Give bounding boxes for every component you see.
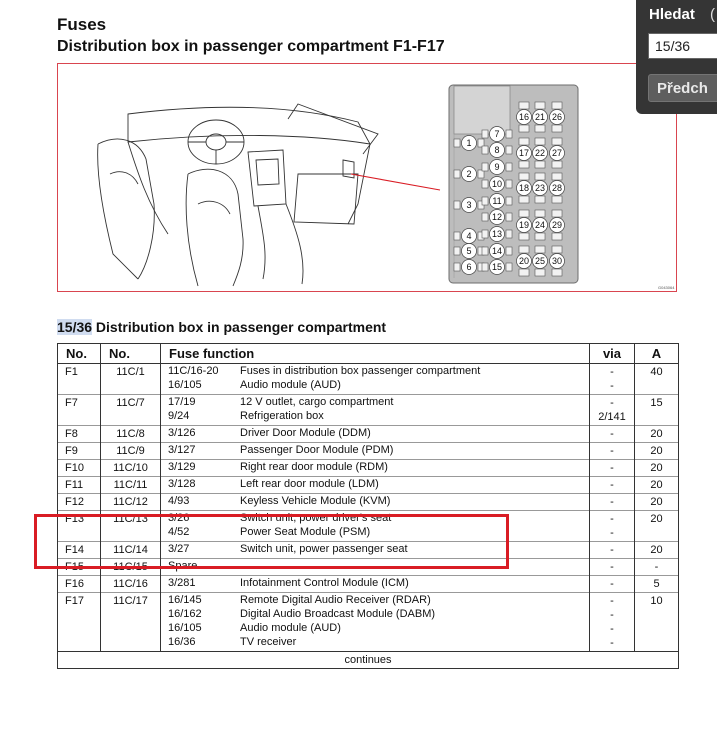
via-value: -	[610, 544, 614, 556]
fuse-slot-25	[533, 246, 548, 276]
function-line	[161, 395, 589, 409]
function-line	[161, 542, 589, 556]
table-row	[58, 559, 679, 576]
fuse-slot-26	[550, 102, 565, 132]
component-description: Fuses in distribution box passenger compartment	[240, 365, 481, 377]
fuse-number: 27	[551, 148, 563, 159]
fuse-slot-28	[550, 173, 565, 203]
component-code: 3/281	[168, 577, 196, 589]
fuse-number: 17	[518, 148, 530, 159]
fuse-position: 11C/13	[101, 511, 161, 542]
fuse-table	[57, 343, 679, 669]
fuse-position: 11C/17	[101, 593, 161, 652]
fuse-number: 20	[518, 256, 530, 267]
fuse-amperage: 40	[635, 364, 679, 395]
fuse-number: 21	[534, 112, 546, 123]
via-value: -	[610, 445, 614, 457]
search-label: Hledat	[649, 6, 695, 23]
fuse-number: 19	[518, 220, 530, 231]
fuse-number: 28	[551, 183, 563, 194]
component-code: 16/145	[168, 594, 202, 606]
fuse-slot-18	[517, 173, 532, 203]
page-subtitle: Distribution box in passenger compartment F1-F17	[57, 38, 445, 55]
component-code: 4/52	[168, 526, 190, 538]
fuse-function	[161, 542, 590, 559]
fuse-function	[161, 593, 590, 652]
fuse-number: 16	[518, 112, 530, 123]
table-row	[58, 443, 679, 460]
fuse-position: 11C/14	[101, 542, 161, 559]
fuse-function	[161, 460, 590, 477]
table-row	[58, 395, 679, 426]
fuse-amperage: 15	[635, 395, 679, 426]
col-header-amp: A	[635, 344, 679, 364]
component-code: 16/105	[168, 622, 202, 634]
table-row	[58, 494, 679, 511]
table-row	[58, 511, 679, 542]
component-description: Switch unit, power driver's seat	[240, 512, 392, 524]
table-header-row	[58, 344, 679, 364]
fuse-number: 14	[491, 246, 503, 257]
col-header-no2: No.	[101, 344, 161, 364]
col-header-function: Fuse function	[161, 344, 590, 364]
search-panel	[636, 0, 717, 114]
component-code: 17/19	[168, 396, 196, 408]
fuse-id: F15	[58, 559, 101, 576]
fuse-position: 11C/16	[101, 576, 161, 593]
table-row	[58, 542, 679, 559]
fuse-via	[590, 443, 635, 460]
via-value: 2/141	[598, 411, 626, 423]
fuse-slot-17	[517, 138, 532, 168]
fuse-id: F12	[58, 494, 101, 511]
fuse-via	[590, 576, 635, 593]
via-value: -	[610, 380, 614, 392]
fuse-number: 26	[551, 112, 563, 123]
fuse-number: 22	[534, 148, 546, 159]
fuse-amperage: 20	[635, 460, 679, 477]
via-value: -	[610, 578, 614, 590]
table-row	[58, 460, 679, 477]
via-value: -	[610, 513, 614, 525]
component-code: 3/126	[168, 427, 196, 439]
via-value: -	[610, 462, 614, 474]
fuse-number: 6	[466, 262, 472, 273]
fuse-number: 8	[494, 145, 500, 156]
search-match: 15/36	[57, 319, 93, 335]
fuse-via	[590, 511, 635, 542]
component-code: 3/26	[168, 512, 190, 524]
component-code: 3/129	[168, 461, 196, 473]
fuse-position: 11C/7	[101, 395, 161, 426]
section-heading	[57, 318, 386, 336]
via-value: -	[610, 527, 614, 539]
figure-code: G043064	[658, 285, 675, 290]
fuse-table-body	[58, 364, 679, 669]
fuse-id: F8	[58, 426, 101, 443]
function-line	[161, 378, 589, 392]
fuse-number: 4	[466, 231, 472, 242]
fuse-number: 2	[466, 169, 472, 180]
fuse-function	[161, 511, 590, 542]
col-header-via: via	[590, 344, 635, 364]
fuse-function	[161, 443, 590, 460]
fuse-id: F9	[58, 443, 101, 460]
fuse-position: 11C/15	[101, 559, 161, 576]
fuse-via	[590, 494, 635, 511]
function-line	[161, 460, 589, 474]
function-line	[161, 525, 589, 539]
fuse-function	[161, 426, 590, 443]
component-description: Refrigeration box	[240, 410, 324, 422]
fuse-id: F1	[58, 364, 101, 395]
component-description	[240, 559, 589, 573]
fuse-number: 24	[534, 220, 546, 231]
fuse-slot-23	[533, 173, 548, 203]
via-value: -	[610, 595, 614, 607]
fuse-id: F10	[58, 460, 101, 477]
component-code: 16/105	[168, 379, 202, 391]
search-input[interactable]	[648, 33, 717, 59]
fuse-slot-19	[517, 210, 532, 240]
component-description: Right rear door module (RDM)	[240, 461, 388, 473]
fuse-number: 11	[492, 196, 502, 207]
via-value: -	[610, 561, 614, 573]
fuse-number: 3	[466, 200, 472, 211]
component-description: Passenger Door Module (PDM)	[240, 444, 394, 456]
function-line	[161, 409, 589, 423]
component-description: Remote Digital Audio Receiver (RDAR)	[240, 594, 431, 606]
function-line	[161, 607, 589, 621]
fuse-amperage: 20	[635, 443, 679, 460]
component-description: Audio module (AUD)	[240, 622, 341, 634]
component-code: 3/127	[168, 444, 196, 456]
fuse-function	[161, 364, 590, 395]
previous-button[interactable]: Předch	[648, 74, 717, 102]
component-description: Left rear door module (LDM)	[240, 478, 379, 490]
fuse-function	[161, 559, 590, 576]
fuse-amperage: 10	[635, 593, 679, 652]
function-line	[161, 511, 589, 525]
fuse-amperage: -	[635, 559, 679, 576]
component-code: 11C/16-20	[168, 365, 219, 377]
fuse-slot-16	[517, 102, 532, 132]
fuse-number: 18	[518, 183, 530, 194]
fuse-amperage: 20	[635, 477, 679, 494]
page-title: Fuses	[57, 15, 107, 34]
function-line	[161, 477, 589, 491]
component-code: 3/128	[168, 478, 196, 490]
fuse-function	[161, 477, 590, 494]
component-code: 9/24	[168, 410, 190, 422]
component-code: 16/36	[168, 636, 196, 648]
table-row	[58, 576, 679, 593]
via-value: -	[610, 637, 614, 649]
function-line	[161, 593, 589, 607]
fuse-number: 15	[491, 262, 503, 273]
fuse-via	[590, 477, 635, 494]
fuse-via	[590, 426, 635, 443]
fuse-id: F16	[58, 576, 101, 593]
fuse-position: 11C/10	[101, 460, 161, 477]
fuse-via	[590, 364, 635, 395]
fuse-slot-27	[550, 138, 565, 168]
component-description: Driver Door Module (DDM)	[240, 427, 371, 439]
fuse-amperage: 20	[635, 426, 679, 443]
component-description: Digital Audio Broadcast Module (DABM)	[240, 608, 436, 620]
component-description: Audio module (AUD)	[240, 379, 341, 391]
via-value: -	[610, 609, 614, 621]
fuse-number: 13	[491, 229, 503, 240]
table-row	[58, 477, 679, 494]
fuse-number: 5	[466, 246, 472, 257]
table-row	[58, 426, 679, 443]
fuse-number: 25	[534, 256, 546, 267]
component-description: 12 V outlet, cargo compartment	[240, 396, 394, 408]
fuse-position: 11C/12	[101, 494, 161, 511]
function-line	[161, 635, 589, 649]
fuse-number: 9	[494, 162, 500, 173]
component-description: Switch unit, power passenger seat	[240, 543, 408, 555]
function-line	[161, 621, 589, 635]
via-value: -	[610, 397, 614, 409]
search-label-paren: (	[710, 6, 715, 23]
section-title: Distribution box in passenger compartment	[92, 319, 387, 335]
fuse-via	[590, 395, 635, 426]
component-description: Keyless Vehicle Module (KVM)	[240, 495, 391, 507]
via-value: -	[610, 428, 614, 440]
fuse-number: 10	[491, 179, 503, 190]
fuse-amperage: 20	[635, 542, 679, 559]
fuse-number: 29	[551, 220, 563, 231]
fuse-number: 12	[491, 212, 503, 223]
fuse-slot-30	[550, 246, 565, 276]
fuse-number: 30	[551, 256, 563, 267]
fuse-function	[161, 576, 590, 593]
fuse-id: F14	[58, 542, 101, 559]
function-line	[161, 443, 589, 457]
fuse-amperage: 5	[635, 576, 679, 593]
fuse-slot-29	[550, 210, 565, 240]
component-description: Power Seat Module (PSM)	[240, 526, 371, 538]
fuse-id: F11	[58, 477, 101, 494]
function-line	[161, 494, 589, 508]
fuse-id: F17	[58, 593, 101, 652]
function-line	[161, 576, 589, 590]
car-interior-illustration	[58, 64, 678, 293]
via-value: -	[610, 623, 614, 635]
table-row	[58, 364, 679, 395]
fuse-function	[161, 494, 590, 511]
function-line	[161, 364, 589, 378]
fuse-function	[161, 395, 590, 426]
component-code: 16/162	[168, 608, 202, 620]
fuse-position: 11C/1	[101, 364, 161, 395]
fuse-id: F13	[58, 511, 101, 542]
function-line	[161, 559, 589, 573]
fuse-slot-20	[517, 246, 532, 276]
col-header-no: No.	[58, 344, 101, 364]
fuse-amperage: 20	[635, 494, 679, 511]
fuse-slot-24	[533, 210, 548, 240]
fuse-position: 11C/11	[101, 477, 161, 494]
fuse-position: 11C/9	[101, 443, 161, 460]
table-row	[58, 593, 679, 652]
via-value: -	[610, 496, 614, 508]
component-code: 3/27	[168, 543, 190, 555]
via-value: -	[610, 366, 614, 378]
fuse-via	[590, 542, 635, 559]
fuse-number: 7	[494, 129, 500, 140]
fuse-via	[590, 559, 635, 576]
component-code: 4/93	[168, 495, 190, 507]
fuse-position: 11C/8	[101, 426, 161, 443]
continues-note: continues	[58, 652, 679, 669]
component-description: TV receiver	[240, 636, 297, 648]
fuse-box-figure	[57, 63, 677, 292]
fuse-via	[590, 593, 635, 652]
fuse-id: F7	[58, 395, 101, 426]
fuse-number: 1	[466, 138, 472, 149]
component-description: Infotainment Control Module (ICM)	[240, 577, 409, 589]
fuse-slot-21	[533, 102, 548, 132]
function-line	[161, 426, 589, 440]
component-code: Spare	[168, 560, 198, 572]
table-footer-row	[58, 652, 679, 669]
fuse-via	[590, 460, 635, 477]
fuse-slot-22	[533, 138, 548, 168]
fuse-number: 23	[534, 183, 546, 194]
via-value: -	[610, 479, 614, 491]
fuse-amperage: 20	[635, 511, 679, 542]
